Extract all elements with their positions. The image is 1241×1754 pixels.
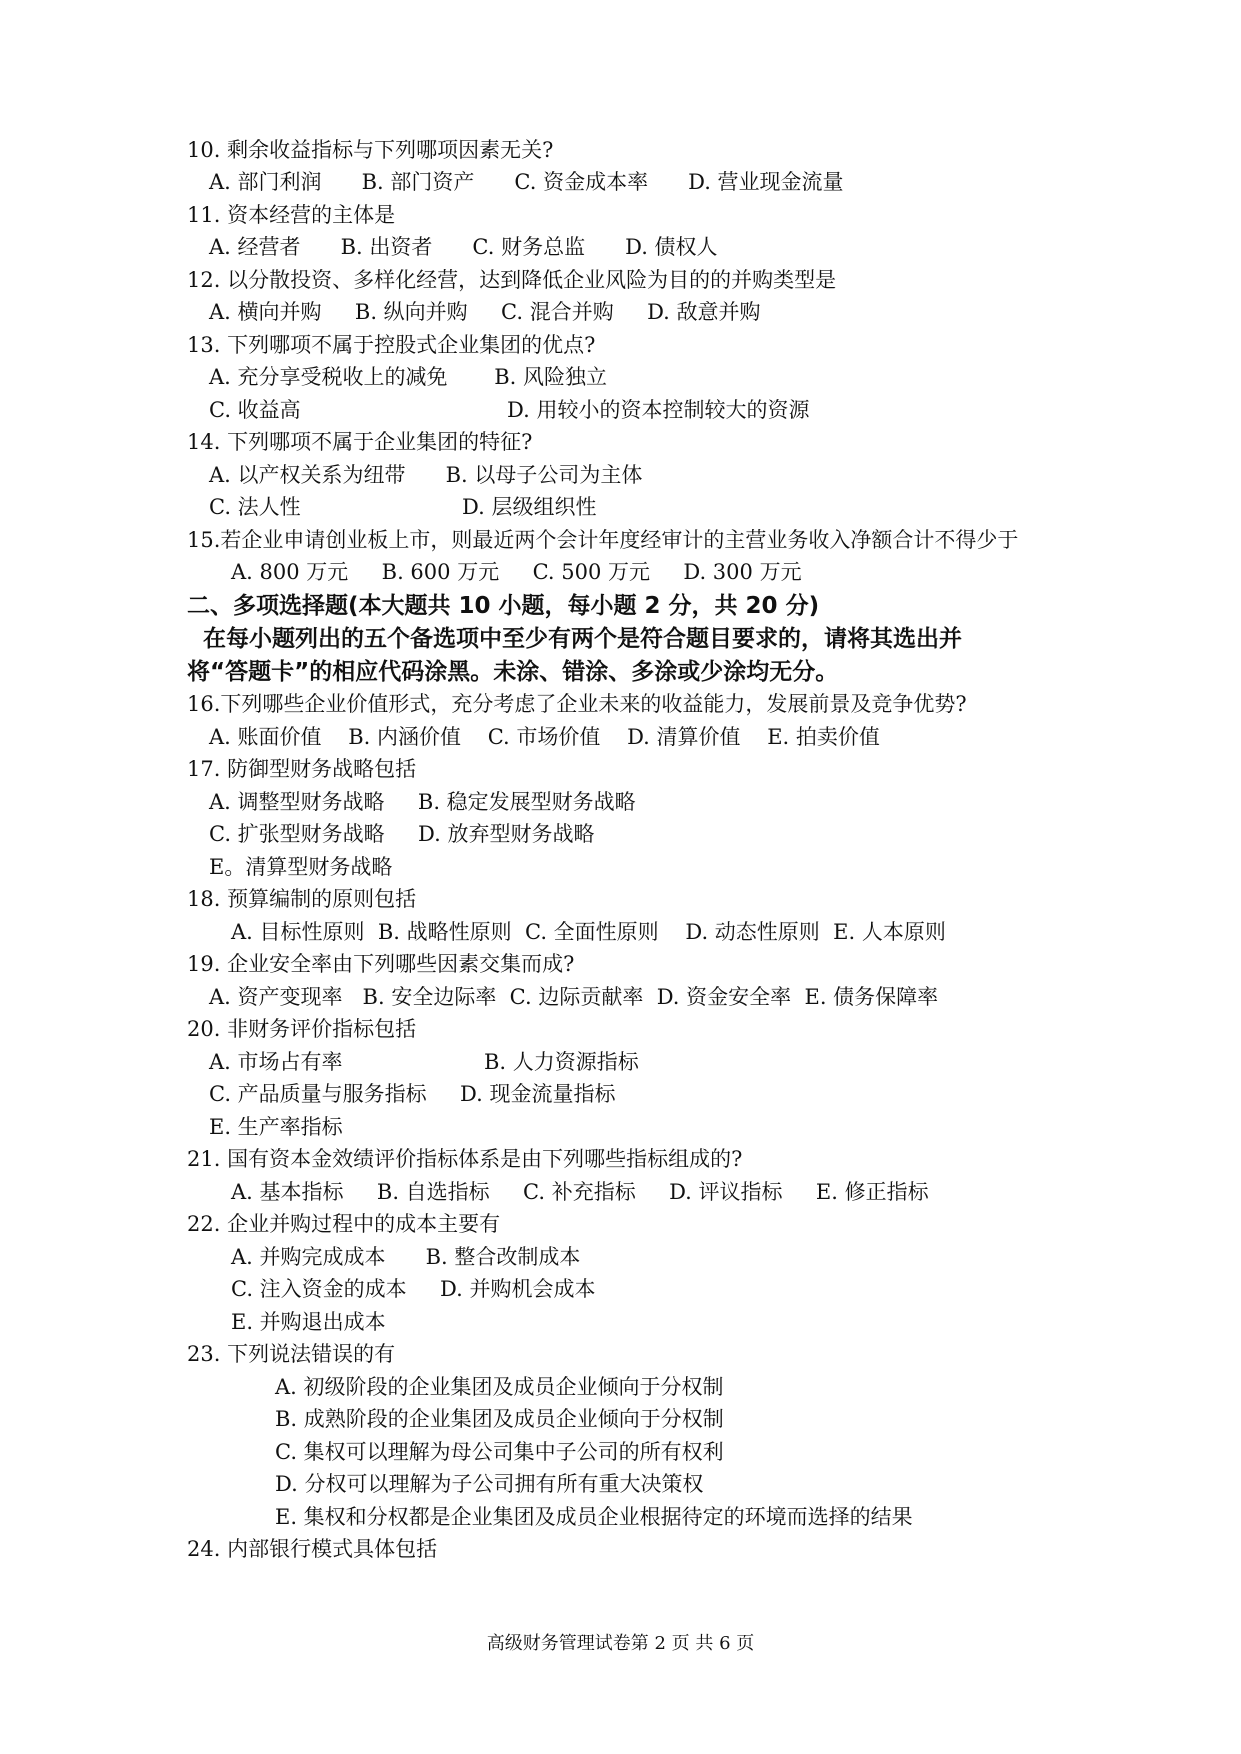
question-13-options-ab: A. 充分享受税收上的减免 B. 风险独立 <box>209 365 608 389</box>
question-20-option-a: A. 市场占有率 <box>209 1050 343 1074</box>
question-21-options: A. 基本指标 B. 自选指标 C. 补充指标 D. 评议指标 E. 修正指标 <box>231 1180 929 1204</box>
question-23-option-e: E. 集权和分权都是企业集团及成员企业根据待定的环境而选择的结果 <box>275 1505 913 1529</box>
section-instructions-line-2: 将“答题卡”的相应代码涂黑。未涂、错涂、多涂或少涂均无分。 <box>187 659 839 685</box>
question-20-option-e: E. 生产率指标 <box>209 1115 343 1139</box>
question-16: 16.下列哪些企业价值形式，充分考虑了企业未来的收益能力，发展前景及竞争优势? <box>187 692 967 716</box>
question-12-options: A. 横向并购 B. 纵向并购 C. 混合并购 D. 敌意并购 <box>209 300 761 324</box>
question-14-options-ab: A. 以产权关系为纽带 B. 以母子公司为主体 <box>209 463 643 487</box>
question-17-option-e: E。清算型财务战略 <box>209 855 393 879</box>
question-18-options: A. 目标性原则 B. 战略性原则 C. 全面性原则 D. 动态性原则 E. 人本原则 <box>231 920 946 944</box>
question-22-options-ab: A. 并购完成成本 B. 整合改制成本 <box>231 1245 581 1269</box>
question-23-option-b: B. 成熟阶段的企业集团及成员企业倾向于分权制 <box>275 1407 724 1431</box>
question-19: 19. 企业安全率由下列哪些因素交集而成? <box>187 952 575 976</box>
question-13-option-c: C. 收益高 <box>209 398 301 422</box>
question-14-option-d: D. 层级组织性 <box>462 495 597 519</box>
page-footer: 高级财务管理试卷第 2 页 共 6 页 <box>486 1633 755 1654</box>
section-heading: 二、多项选择题(本大题共 10 小题，每小题 2 分，共 20 分) <box>187 593 820 619</box>
question-20: 20. 非财务评价指标包括 <box>187 1017 417 1041</box>
question-17-options-ab: A. 调整型财务战略 B. 稳定发展型财务战略 <box>209 790 636 814</box>
question-22-options-cd: C. 注入资金的成本 D. 并购机会成本 <box>231 1277 596 1301</box>
question-13-option-d: D. 用较小的资本控制较大的资源 <box>507 398 810 422</box>
question-11: 11. 资本经营的主体是 <box>187 203 396 227</box>
question-15: 15.若企业申请创业板上市，则最近两个会计年度经审计的主营业务收入净额合计不得少于 <box>187 528 1019 552</box>
question-19-options: A. 资产变现率 B. 安全边际率 C. 边际贡献率 D. 资金安全率 E. 债务保障率 <box>209 985 939 1009</box>
question-21: 21. 国有资本金效绩评价指标体系是由下列哪些指标组成的? <box>187 1147 743 1171</box>
question-17-options-cd: C. 扩张型财务战略 D. 放弃型财务战略 <box>209 822 595 846</box>
question-23-option-d: D. 分权可以理解为子公司拥有所有重大决策权 <box>275 1472 704 1496</box>
question-23: 23. 下列说法错误的有 <box>187 1342 396 1366</box>
question-16-options: A. 账面价值 B. 内涵价值 C. 市场价值 D. 清算价值 E. 拍卖价值 <box>209 725 880 749</box>
question-13: 13. 下列哪项不属于控股式企业集团的优点? <box>187 333 596 357</box>
question-18: 18. 预算编制的原则包括 <box>187 887 417 911</box>
question-22: 22. 企业并购过程中的成本主要有 <box>187 1212 501 1236</box>
question-10: 10. 剩余收益指标与下列哪项因素无关? <box>187 138 554 162</box>
question-14: 14. 下列哪项不属于企业集团的特征? <box>187 430 533 454</box>
question-15-options: A. 800 万元 B. 600 万元 C. 500 万元 D. 300 万元 <box>231 560 802 584</box>
question-11-options: A. 经营者 B. 出资者 C. 财务总监 D. 债权人 <box>209 235 718 259</box>
question-24: 24. 内部银行模式具体包括 <box>187 1537 438 1561</box>
question-17: 17. 防御型财务战略包括 <box>187 757 417 781</box>
question-23-option-a: A. 初级阶段的企业集团及成员企业倾向于分权制 <box>275 1375 724 1399</box>
question-12: 12. 以分散投资、多样化经营，达到降低企业风险为目的的并购类型是 <box>187 268 837 292</box>
question-10-options: A. 部门利润 B. 部门资产 C. 资金成本率 D. 营业现金流量 <box>209 170 844 194</box>
question-20-option-b: B. 人力资源指标 <box>484 1050 639 1074</box>
section-instructions-line-1: 在每小题列出的五个备选项中至少有两个是符合题目要求的，请将其选出并 <box>187 626 963 652</box>
question-23-option-c: C. 集权可以理解为母公司集中子公司的所有权利 <box>275 1440 724 1464</box>
question-20-options-cd: C. 产品质量与服务指标 D. 现金流量指标 <box>209 1082 616 1106</box>
question-14-option-c: C. 法人性 <box>209 495 301 519</box>
question-22-option-e: E. 并购退出成本 <box>231 1310 386 1334</box>
